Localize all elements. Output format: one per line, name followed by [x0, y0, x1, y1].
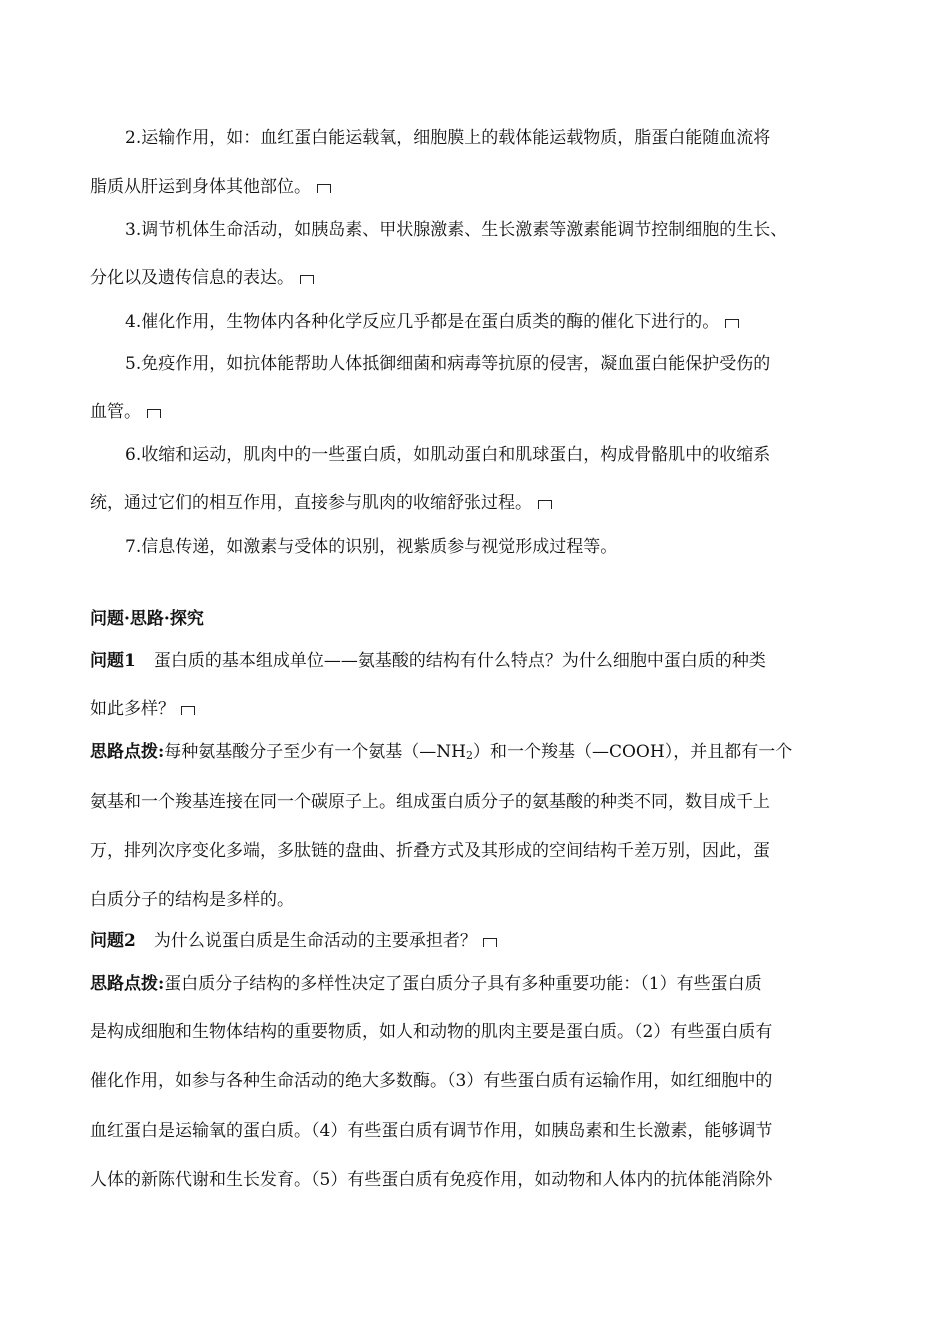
answer-2-line-5: 人体的新陈代谢和生长发育。（5）有些蛋白质有免疫作用，如动物和人体内的抗体能消除外 [90, 1170, 773, 1190]
answer-1-line-4: 白质分子的结构是多样的。 [90, 890, 294, 910]
section-title: 问题·思路·探究 [90, 609, 204, 629]
item-6-text-cont: 统，通过它们的相互作用，直接参与肌肉的收缩舒张过程。 [90, 493, 532, 513]
item-2-line-1 [125, 126, 950, 150]
question-1-label: 问题1 [90, 651, 136, 671]
answer-2-line-1 [90, 972, 950, 996]
item-5-text: 5.免疫作用，如抗体能帮助人体抵御细菌和病毒等抗原的侵害，凝血蛋白能保护受伤的 [125, 354, 771, 374]
question-2-line-1 [90, 929, 950, 953]
answer-2-label: 思路点拨: [90, 974, 165, 994]
item-4-line-1 [125, 310, 950, 334]
answer-1-text-post: ）和一个羧基（—COOH），并且都有一个 [472, 742, 793, 762]
item-4-text: 4.催化作用，生物体内各种化学反应几乎都是在蛋白质类的酶的催化下进行的。 [125, 312, 720, 332]
question-2-text: 为什么说蛋白质是生命活动的主要承担者？ [153, 931, 477, 951]
question-1-line-1 [90, 649, 950, 673]
return-mark-icon [147, 409, 161, 418]
answer-1-label: 思路点拨: [90, 742, 165, 762]
return-mark-icon [317, 184, 331, 193]
item-7-line-1 [125, 535, 950, 559]
item-5-text-cont: 血管。 [90, 402, 141, 422]
answer-2-line-3: 催化作用，如参与各种生命活动的绝大多数酶。（3）有些蛋白质有运输作用，如红细胞中的 [90, 1071, 773, 1091]
item-2-text-cont: 脂质从肝运到身体其他部位。 [90, 177, 311, 197]
item-3-text: 3.调节机体生命活动，如胰岛素、甲状腺激素、生长激素等激素能调节控制细胞的生长、 [125, 220, 788, 240]
answer-2-text: 蛋白质分子结构的多样性决定了蛋白质分子具有多种重要功能：（1）有些蛋白质 [164, 974, 762, 994]
question-2-label: 问题2 [90, 931, 136, 951]
item-7-text: 7.信息传递，如激素与受体的识别，视紫质参与视觉形成过程等。 [125, 537, 618, 557]
subscript: 2 [465, 749, 473, 762]
item-2-line-2 [90, 175, 950, 199]
item-6-text: 6.收缩和运动，肌肉中的一些蛋白质，如肌动蛋白和肌球蛋白，构成骨骼肌中的收缩系 [125, 445, 771, 465]
return-mark-icon [725, 319, 739, 328]
return-mark-icon [538, 500, 552, 509]
item-6-line-2 [90, 491, 950, 515]
answer-1-text: 每种氨基酸分子至少有一个氨基（—NH [164, 742, 466, 762]
item-6-line-1 [125, 443, 950, 467]
item-3-text-cont: 分化以及遗传信息的表达。 [90, 268, 294, 288]
question-1-text-cont: 如此多样？ [90, 699, 175, 719]
return-mark-icon [483, 938, 497, 947]
answer-2-line-4: 血红蛋白是运输氧的蛋白质。（4）有些蛋白质有调节作用，如胰岛素和生长激素，能够调节 [90, 1121, 773, 1141]
answer-1-line-2: 氨基和一个羧基连接在同一个碳原子上。组成蛋白质分子的氨基酸的种类不同，数目成千上 [90, 792, 770, 812]
question-1-line-2 [90, 697, 950, 721]
question-1-text: 蛋白质的基本组成单位——氨基酸的结构有什么特点？为什么细胞中蛋白质的种类 [153, 651, 766, 671]
item-5-line-2 [90, 400, 950, 424]
return-mark-icon [300, 275, 314, 284]
item-3-line-2 [90, 266, 950, 290]
item-5-line-1 [125, 352, 950, 376]
answer-1-line-3: 万，排列次序变化多端，多肽链的盘曲、折叠方式及其形成的空间结构千差万别，因此，蛋 [90, 841, 770, 861]
item-3-line-1 [125, 218, 950, 242]
return-mark-icon [181, 706, 195, 715]
item-2-text: 2.运输作用，如：血红蛋白能运载氧，细胞膜上的载体能运载物质，脂蛋白能随血流将 [125, 128, 771, 148]
answer-1-line-1 [90, 740, 950, 768]
answer-2-line-2: 是构成细胞和生物体结构的重要物质，如人和动物的肌肉主要是蛋白质。（2）有些蛋白质有 [90, 1022, 773, 1042]
